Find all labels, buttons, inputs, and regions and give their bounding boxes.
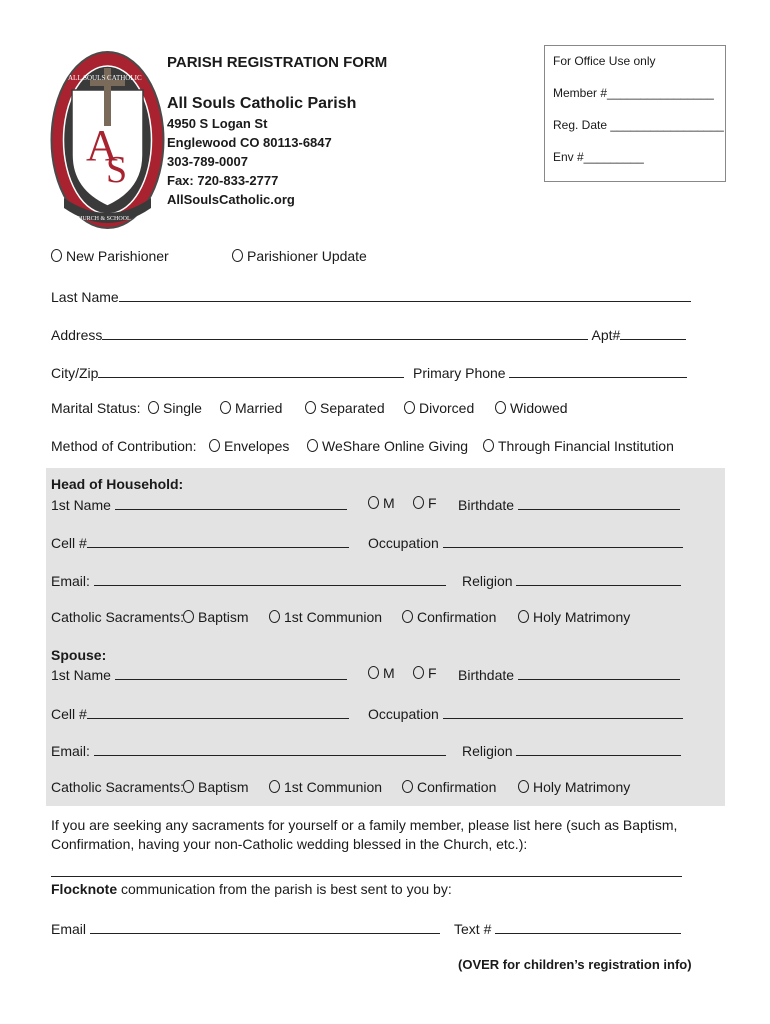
spouse-m-option[interactable]: [368, 665, 395, 681]
f-label: F: [428, 495, 437, 511]
flocknote-email-input[interactable]: [90, 919, 440, 934]
seal-top-text: ALL SOULS CATHOLIC: [68, 74, 142, 82]
parish-website: AllSoulsCatholic.org: [167, 192, 295, 207]
head-heading: Head of Household:: [51, 476, 184, 492]
spouse-matrimony-option[interactable]: [518, 779, 630, 795]
radio-icon[interactable]: [495, 401, 506, 414]
head-matrimony-option[interactable]: [518, 609, 630, 625]
marital-married-option[interactable]: [220, 400, 282, 416]
spouse-religion-row: [462, 741, 681, 759]
spouse-email-label: Email:: [51, 743, 90, 759]
head-cell-row: [51, 533, 349, 551]
spouse-cell-label: Cell #: [51, 706, 87, 722]
radio-icon[interactable]: [483, 439, 494, 452]
office-use-box: [544, 45, 726, 182]
radio-icon[interactable]: [51, 249, 62, 262]
spouse-communion-option[interactable]: [269, 779, 382, 795]
radio-icon[interactable]: [183, 610, 194, 623]
new-parishioner-option[interactable]: [51, 248, 169, 264]
marital-status-label: Marital Status:: [51, 400, 141, 416]
m-label: M: [383, 495, 395, 511]
radio-icon[interactable]: [220, 401, 231, 414]
head-confirmation-option[interactable]: [402, 609, 496, 625]
marital-separated-option[interactable]: [305, 400, 385, 416]
f-label: F: [428, 665, 437, 681]
radio-icon[interactable]: [404, 401, 415, 414]
sacrament-request-line2: Confirmation, having your non-Catholic wedding blessed in the Church, etc.):: [51, 836, 528, 852]
radio-icon[interactable]: [413, 496, 424, 509]
last-name-row: [51, 287, 691, 305]
radio-icon[interactable]: [209, 439, 220, 452]
marital-single-option[interactable]: [148, 400, 202, 416]
last-name-input[interactable]: [119, 287, 691, 302]
primary-phone-row: [413, 363, 687, 381]
spouse-first-name-label: 1st Name: [51, 667, 111, 683]
spouse-religion-label: Religion: [462, 743, 513, 759]
head-sacraments-label: Catholic Sacraments:: [51, 609, 185, 625]
head-birthdate-label: Birthdate: [458, 497, 515, 513]
baptism-label: Baptism: [198, 779, 249, 795]
marital-divorced-option[interactable]: [404, 400, 474, 416]
office-env-field[interactable]: Env #_________: [553, 150, 644, 164]
parish-seal-logo: [50, 50, 165, 230]
radio-icon[interactable]: [518, 780, 529, 793]
city-zip-label: City/Zip: [51, 365, 99, 381]
footer-note: (OVER for children’s registration info): [458, 957, 692, 972]
communion-label: 1st Communion: [284, 779, 383, 795]
spouse-birthdate-label: Birthdate: [458, 667, 515, 683]
spouse-f-option[interactable]: [413, 665, 437, 681]
apt-input[interactable]: [620, 325, 686, 340]
head-cell-input[interactable]: [87, 533, 349, 548]
primary-phone-label: Primary Phone: [413, 365, 506, 381]
parishioner-update-label: Parishioner Update: [247, 248, 367, 264]
head-occupation-row: [368, 533, 683, 551]
radio-icon[interactable]: [232, 249, 243, 262]
parishioner-update-option[interactable]: [232, 248, 367, 264]
sacrament-request-input[interactable]: [51, 862, 682, 877]
single-label: Single: [163, 400, 202, 416]
married-label: Married: [235, 400, 283, 416]
confirmation-label: Confirmation: [417, 779, 497, 795]
flocknote-text: communication from the parish is best sent to you by:: [117, 881, 452, 897]
head-first-name-label: 1st Name: [51, 497, 111, 513]
radio-icon[interactable]: [518, 610, 529, 623]
radio-icon[interactable]: [305, 401, 316, 414]
radio-icon[interactable]: [307, 439, 318, 452]
baptism-label: Baptism: [198, 609, 249, 625]
apt-label: Apt#: [591, 327, 621, 343]
office-member-field[interactable]: Member #________________: [553, 86, 714, 100]
communion-label: 1st Communion: [284, 609, 383, 625]
separated-label: Separated: [320, 400, 385, 416]
head-occupation-input[interactable]: [443, 533, 683, 548]
divorced-label: Divorced: [419, 400, 475, 416]
parish-street: 4950 S Logan St: [167, 116, 268, 131]
radio-icon[interactable]: [368, 496, 379, 509]
sacrament-request-line1: If you are seeking any sacraments for yourself or a family member, please list here (such as Baptism,: [51, 817, 678, 833]
spouse-confirmation-option[interactable]: [402, 779, 496, 795]
head-first-name-input[interactable]: [115, 495, 347, 510]
spouse-first-name-input[interactable]: [115, 665, 347, 680]
widowed-label: Widowed: [510, 400, 568, 416]
contribution-financial-option[interactable]: [483, 438, 674, 454]
head-email-input[interactable]: [94, 571, 446, 586]
m-label: M: [383, 665, 395, 681]
spouse-birthdate-input[interactable]: [518, 665, 680, 680]
parish-fax: Fax: 720-833-2777: [167, 173, 279, 188]
seal-bottom-text: CHURCH & SCHOOL: [74, 216, 131, 222]
radio-icon[interactable]: [183, 780, 194, 793]
spouse-heading: Spouse:: [51, 647, 107, 663]
last-name-label: Last Name: [51, 289, 119, 305]
radio-icon[interactable]: [368, 666, 379, 679]
radio-icon[interactable]: [269, 780, 280, 793]
spouse-occupation-label: Occupation: [368, 706, 439, 722]
office-heading: For Office Use only: [553, 54, 656, 68]
head-email-label: Email:: [51, 573, 90, 589]
parish-city: Englewood CO 80113-6847: [167, 135, 332, 150]
parish-name: All Souls Catholic Parish: [167, 95, 357, 112]
head-email-row: [51, 571, 446, 589]
radio-icon[interactable]: [269, 610, 280, 623]
primary-phone-input[interactable]: [509, 363, 687, 378]
flocknote-text-input[interactable]: [495, 919, 681, 934]
radio-icon[interactable]: [413, 666, 424, 679]
marital-widowed-option[interactable]: [495, 400, 568, 416]
head-f-option[interactable]: [413, 495, 437, 511]
spouse-cell-input[interactable]: [87, 704, 349, 719]
flocknote-line: [51, 881, 452, 897]
flocknote-name: Flocknote: [51, 881, 118, 897]
new-parishioner-label: New Parishioner: [66, 248, 169, 264]
radio-icon[interactable]: [402, 610, 413, 623]
spouse-occupation-input[interactable]: [443, 704, 683, 719]
head-m-option[interactable]: [368, 495, 395, 511]
spouse-baptism-option[interactable]: [183, 779, 249, 795]
form-title: PARISH REGISTRATION FORM: [167, 54, 388, 71]
radio-icon[interactable]: [148, 401, 159, 414]
envelopes-label: Envelopes: [224, 438, 290, 454]
city-zip-input[interactable]: [98, 363, 404, 378]
spouse-email-row: [51, 741, 446, 759]
head-birthdate-row: [458, 495, 680, 513]
address-input[interactable]: [102, 325, 588, 340]
svg-text:A: A: [86, 121, 118, 170]
head-communion-option[interactable]: [269, 609, 382, 625]
confirmation-label: Confirmation: [417, 609, 497, 625]
head-baptism-option[interactable]: [183, 609, 249, 625]
contribution-label: Method of Contribution:: [51, 438, 197, 454]
spouse-cell-row: [51, 704, 349, 722]
address-label: Address: [51, 327, 103, 343]
spouse-religion-input[interactable]: [516, 741, 681, 756]
head-birthdate-input[interactable]: [518, 495, 680, 510]
parish-phone: 303-789-0007: [167, 154, 248, 169]
address-row: [51, 325, 686, 343]
head-religion-row: [462, 571, 681, 589]
head-cell-label: Cell #: [51, 535, 87, 551]
spouse-birthdate-row: [458, 665, 680, 683]
flocknote-text-label: Text #: [454, 921, 492, 937]
financial-institution-label: Through Financial Institution: [498, 438, 674, 454]
contribution-envelopes-option[interactable]: [209, 438, 289, 454]
flocknote-text-row: [454, 919, 681, 937]
radio-icon[interactable]: [402, 780, 413, 793]
spouse-email-input[interactable]: [94, 741, 446, 756]
head-first-name-row: [51, 495, 347, 513]
svg-text:S: S: [106, 149, 128, 191]
head-religion-input[interactable]: [516, 571, 681, 586]
spouse-first-name-row: [51, 665, 347, 683]
weshare-label: WeShare Online Giving: [322, 438, 469, 454]
head-occupation-label: Occupation: [368, 535, 439, 551]
head-religion-label: Religion: [462, 573, 513, 589]
matrimony-label: Holy Matrimony: [533, 609, 631, 625]
spouse-occupation-row: [368, 704, 683, 722]
flocknote-email-row: [51, 919, 440, 937]
spouse-sacraments-label: Catholic Sacraments:: [51, 779, 185, 795]
city-zip-row: [51, 363, 404, 381]
matrimony-label: Holy Matrimony: [533, 779, 631, 795]
flocknote-email-label: Email: [51, 921, 87, 937]
office-reg-date-field[interactable]: Reg. Date _________________: [553, 118, 724, 132]
contribution-weshare-option[interactable]: [307, 438, 468, 454]
